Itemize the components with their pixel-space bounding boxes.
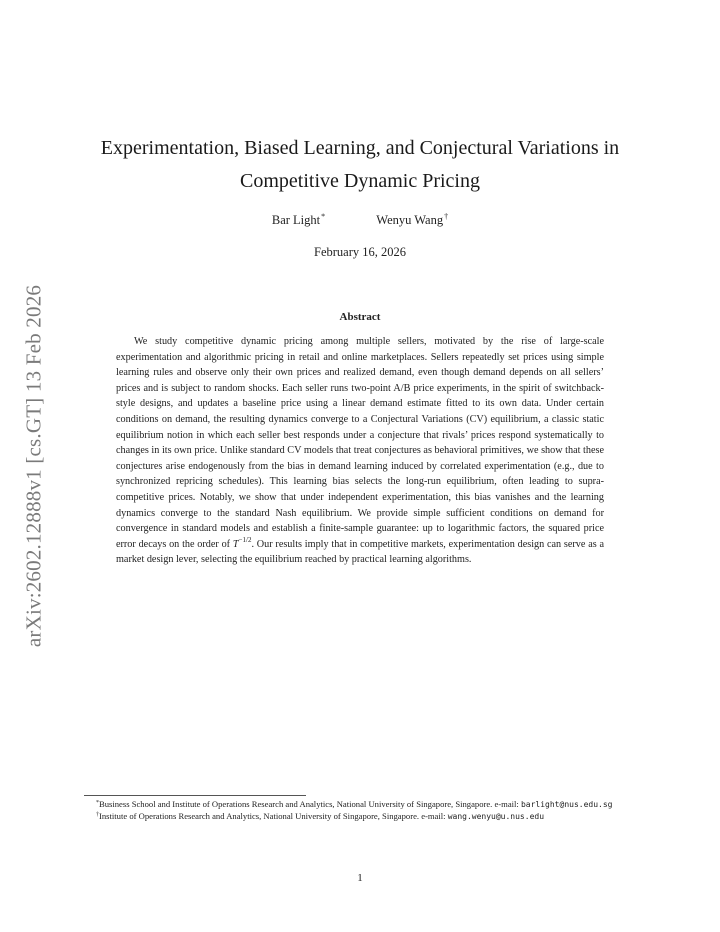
paper-date: February 16, 2026 xyxy=(314,245,406,259)
footnotes xyxy=(84,799,636,822)
paper-title: Experimentation, Biased Learning, and Conjectural Variations in Competitive Dynamic Pricing xyxy=(100,137,620,192)
email-link[interactable]: barlight@nus.edu.sg xyxy=(520,800,613,809)
author-footnote-mark: * xyxy=(321,212,326,221)
math-exponent: −1/2 xyxy=(238,535,252,544)
author-footnote-mark: † xyxy=(444,212,449,221)
footnote-text: Institute of Operations Research and Analytics, National University of Singapore, Singapore. e-mail: xyxy=(99,810,448,821)
footnote-mark: † xyxy=(96,811,99,818)
abstract-text xyxy=(116,334,604,568)
abstract-heading: Abstract xyxy=(339,311,381,323)
arxiv-watermark: arXiv:2602.12888v1 [cs.GT] 13 Feb 2026 xyxy=(21,284,46,648)
author-name: Wenyu Wang xyxy=(376,213,444,227)
abstract-text-main: We study competitive dynamic pricing among multiple sellers, motivated by the rise of large-scale experimentation and algorithmic pricing in retail and online marketplaces. Sellers repeatedly set prices using simple learning rules and observe only their own prices and realized demand, even though demand depends on all sellers’ prices and is subject to random shocks. Each seller runs two-point A/B price experiments, in the spirit of switchback-style designs, and updates a baseline price using a linear demand estimate fitted to its own data. Under certain conditions on demand, the resulting dynamics converge to a Conjectural Variations (CV) equilibrium, a classic static equilibrium notion in which each seller best responds under a conjecture that rivals’ prices respond systematically to changes in its own price. Unlike standard CV models that treat conjectures as behavioral primitives, we show that these conjectures arise endogenously from the bias in demand learning induced by correlated experimentation (e.g., due to synchronized repricing schedules). This learning bias selects the long-run equilibrium, often leading to supra-competitive prices. Notably, we show that under independent experimentation, this bias vanishes and the learning dynamics converge to the standard Nash equilibrium. We provide simple sufficient conditions on demand for convergence in standard models and establish a finite-sample guarantee: up to logarithmic factors, the squared price error decays on the order of xyxy=(116,336,604,550)
author-bar-light xyxy=(272,212,325,228)
footnote-affiliation-2 xyxy=(84,811,636,823)
author-wenyu-wang xyxy=(376,212,448,228)
footnote-text: Business School and Institute of Operations Research and Analytics, National University of Singapore, Singapore. e-mail: xyxy=(99,799,521,809)
author-list xyxy=(0,212,720,228)
footnote-mark: * xyxy=(96,800,99,806)
abstract-text-end: . Our results imply that in competitive markets, experimentation design can serve as a market design lever, selecting the equilibrium reached by practical learning algorithms. xyxy=(116,538,605,566)
footnote-affiliation-1 xyxy=(84,799,636,811)
footnote-divider xyxy=(84,795,306,796)
email-link[interactable]: wang.wenyu@u.nus.edu xyxy=(447,811,545,821)
author-name: Bar Light xyxy=(271,213,321,227)
page-number: 1 xyxy=(357,872,363,884)
math-variable: T xyxy=(232,538,239,550)
